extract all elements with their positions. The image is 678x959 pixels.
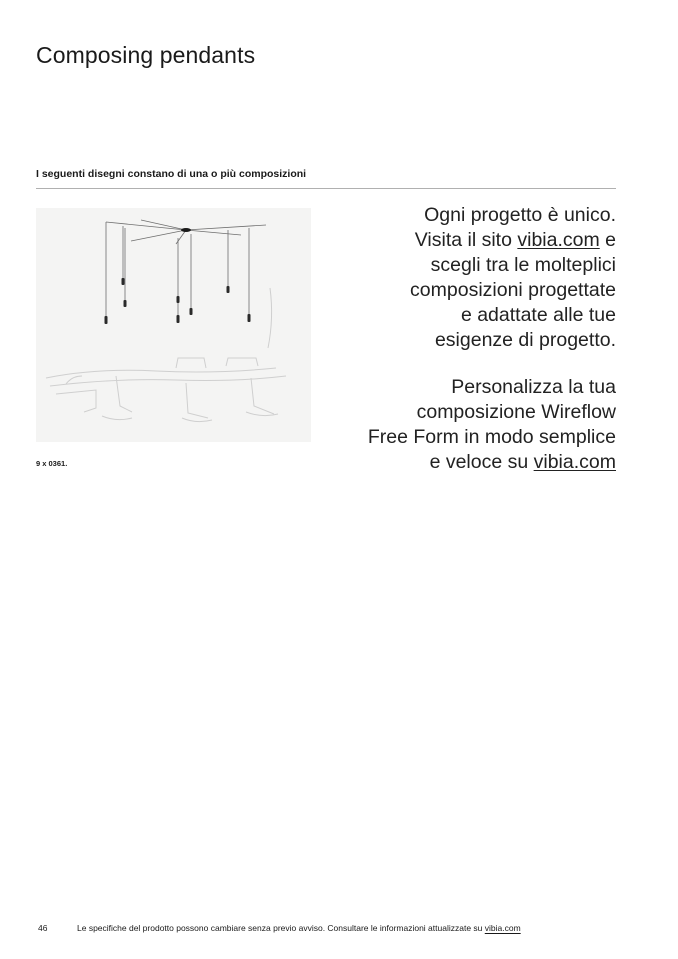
composition-drawing (36, 208, 311, 442)
vibia-link[interactable]: vibia.com (517, 229, 600, 251)
promo-line: Personalizza la tua (451, 376, 616, 398)
promo-line: e adattate alle tue (460, 304, 616, 326)
promo-line (316, 450, 616, 475)
promo-text-fragment: e (599, 229, 616, 251)
promo-line: Ogni progetto è unico. (424, 204, 616, 226)
footer-vibia-link[interactable]: vibia.com (484, 923, 521, 933)
promo-text-fragment: Visita il sito (414, 229, 518, 251)
paragraph-gap (316, 353, 616, 375)
divider (36, 188, 616, 189)
page-title: Composing pendants (36, 42, 256, 68)
promo-line: composizioni progettate (410, 279, 616, 301)
promo-text (316, 203, 616, 475)
pendant-composition-illustration (36, 208, 311, 442)
promo-line: esigenze di progetto. (434, 329, 616, 351)
promo-line: composizione Wireflow (416, 401, 616, 423)
page-number: 46 (38, 923, 48, 933)
promo-line: scegli tra le molteplici (430, 254, 616, 276)
footer-disclaimer (77, 923, 521, 933)
footer-text: Le specifiche del prodotto possono cambiare senza previo avviso. Consultare le informazioni attualizzate su (77, 923, 485, 933)
vibia-link[interactable]: vibia.com (533, 451, 616, 473)
figure-caption: 9 x 0361. (36, 459, 68, 468)
section-heading: I seguenti disegni constano di una o più composizioni (36, 168, 307, 180)
promo-line: Free Form in modo semplice (367, 426, 616, 448)
promo-text-fragment: e veloce su (429, 451, 534, 473)
promo-line (316, 228, 616, 253)
